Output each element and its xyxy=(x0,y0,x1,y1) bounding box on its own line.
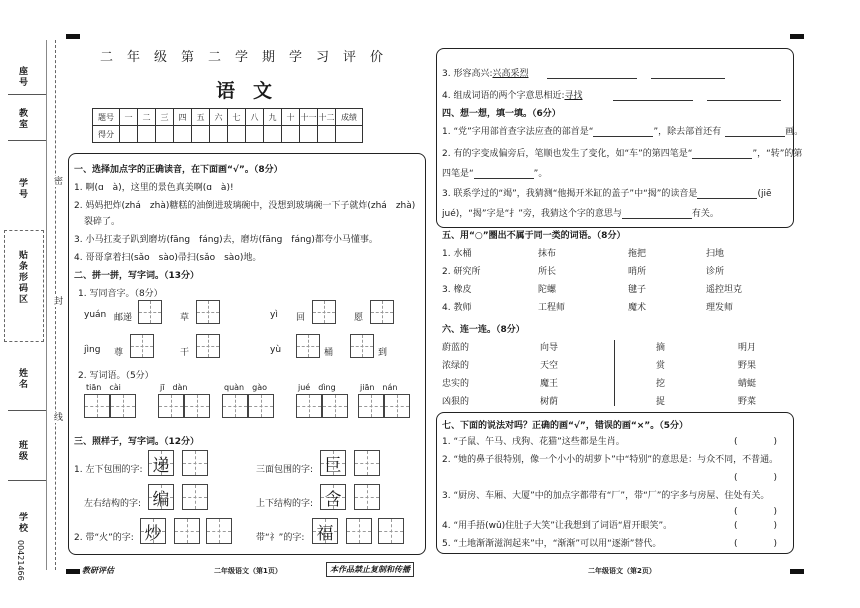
s3-question-1b: 三面包围的字: xyxy=(256,465,314,475)
s7-statement: 3. “厨房、车厢、大厦”中的加点字都带有“厂”，带“厂”的字多与房屋、住处有关。 xyxy=(442,491,770,501)
s5-word[interactable]: 工程师 xyxy=(538,303,566,313)
r3-label: 3. 形容高兴: xyxy=(442,69,493,79)
s4-question-3 xyxy=(442,186,772,199)
score-header-cell: 题号 xyxy=(93,109,120,126)
section-6-heading: 六、连一连。（8分） xyxy=(442,325,525,335)
pinyin-yuan: yuán xyxy=(84,310,107,320)
write-grid[interactable] xyxy=(346,518,372,544)
score-cell[interactable] xyxy=(192,126,210,143)
score-cell[interactable] xyxy=(228,126,246,143)
s4-q3a: 3. 联系学过的“竭”，我猜测“他揭开米缸的盖子”中“揭”的读音是 xyxy=(442,189,698,199)
s6-match-word[interactable]: 野果 xyxy=(738,361,757,371)
s5-word[interactable]: 遥控坦克 xyxy=(706,285,743,295)
s4-question-3c xyxy=(442,206,719,219)
write-grid[interactable] xyxy=(312,300,336,324)
score-header-cell: 十二 xyxy=(318,109,336,126)
s7-answer-paren[interactable]: ( ) xyxy=(734,539,778,549)
write-grid[interactable] xyxy=(174,518,200,544)
write-grid[interactable] xyxy=(84,394,110,418)
s2-sub-2: 2. 写词语。（5分） xyxy=(78,371,154,381)
word-youdi: 邮递 xyxy=(114,313,133,323)
example-char-chao: 炒 xyxy=(144,523,162,544)
s1-question-4: 4. 哥哥拿着扫(sǎo sào)帚扫(sǎo sào)地。 xyxy=(74,253,262,263)
s3-question-1c: 左右结构的字: xyxy=(84,499,142,509)
score-label: 得分 xyxy=(93,126,120,143)
pinyin-jing: jìng xyxy=(84,345,101,355)
s5-word[interactable]: 抹布 xyxy=(538,249,557,259)
s6-match-word[interactable]: 野菜 xyxy=(738,397,757,407)
s1-question-2b: 裂碎了。 xyxy=(84,217,121,227)
words-pinyin-1: tiān cài xyxy=(86,383,121,392)
footer-brand: 教研评估 xyxy=(82,566,114,575)
section-1-heading: 一、选择加点字的正确读音，在下面画“√”。（8分） xyxy=(74,165,283,175)
s3-question-2b: 带“礻”的字: xyxy=(256,533,305,543)
section-7-heading: 七、下面的说法对吗？正确的画“√”，错误的画“×”。（5分） xyxy=(442,421,688,431)
footer-page-2: 二年级语文（第2页） xyxy=(588,567,656,575)
words-pinyin-2: jī dàn xyxy=(160,383,188,392)
example-char-grid xyxy=(320,484,346,510)
word-cao: 草 xyxy=(180,313,190,323)
score-cell[interactable] xyxy=(264,126,282,143)
binding-student-no: 学号 xyxy=(17,178,27,200)
s6-match-word[interactable]: 摘 xyxy=(656,343,666,353)
s4-q1a: 1. “党”字用部首查字法应查的部首是“ xyxy=(442,127,594,137)
example-char-grid xyxy=(148,450,174,476)
r-question-4 xyxy=(442,88,781,101)
r-question-3 xyxy=(442,66,725,79)
write-grid[interactable] xyxy=(182,450,208,476)
s4-q3b: (jiē xyxy=(757,189,772,199)
s4-q3c: jué)，“揭”字是“扌”旁，我猜这个字的意思与 xyxy=(442,209,622,219)
s6-divider xyxy=(614,340,615,406)
s6-match-word[interactable]: 捉 xyxy=(656,397,666,407)
s4-q2c: 四笔是“ xyxy=(442,169,474,179)
s5-word[interactable]: 拖把 xyxy=(628,249,647,259)
example-char-ju: 巨 xyxy=(324,455,342,476)
score-cell[interactable] xyxy=(174,126,192,143)
score-cell[interactable] xyxy=(318,126,336,143)
example-char-fu: 福 xyxy=(316,523,334,544)
write-grid[interactable] xyxy=(196,334,220,358)
s1-question-1: 1. 啊(ɑ à)，这里的景色真美啊(ɑ à)! xyxy=(74,183,234,193)
words-pinyin-5: jiān nán xyxy=(360,383,398,392)
write-grid[interactable] xyxy=(138,300,162,324)
write-grid[interactable] xyxy=(296,334,320,358)
s5-word[interactable]: 诊所 xyxy=(706,267,725,277)
pinyin-yu: yù xyxy=(270,345,282,355)
s3-question-1d: 上下结构的字: xyxy=(256,499,314,509)
s6-match-word[interactable]: 挖 xyxy=(656,379,666,389)
s6-match-word[interactable]: 树荫 xyxy=(540,397,559,407)
score-cell[interactable] xyxy=(246,126,264,143)
s4-q2b: ”，“转”的第 xyxy=(752,149,803,159)
write-grid[interactable] xyxy=(354,484,380,510)
score-header-cell: 七 xyxy=(228,109,246,126)
score-header-cell: 二 xyxy=(138,109,156,126)
s4-question-2c xyxy=(442,166,547,179)
s4-question-2 xyxy=(442,146,802,159)
write-grid[interactable] xyxy=(248,394,274,418)
score-header-cell: 一 xyxy=(120,109,138,126)
s4-q1b: ”，除去部首还有 xyxy=(653,127,722,137)
binding-name: 姓名 xyxy=(17,368,27,390)
s5-word[interactable]: 理发师 xyxy=(706,303,734,313)
write-grid[interactable] xyxy=(222,394,248,418)
score-header-cell: 三 xyxy=(156,109,174,126)
footer-page-1: 二年级语文（第1页） xyxy=(214,567,282,575)
write-grid[interactable] xyxy=(296,394,322,418)
example-char-grid xyxy=(140,518,166,544)
s6-match-word[interactable]: 凶狠的 xyxy=(442,397,470,407)
example-char-han: 含 xyxy=(324,489,342,510)
words-pinyin-4: jué dìng xyxy=(298,383,336,392)
binding-class: 班级 xyxy=(17,440,27,462)
exam-subject: 语文 xyxy=(216,80,291,102)
s7-statement: 1. “子鼠、午马、戌狗、花猫”这些都是生肖。 xyxy=(442,437,625,447)
binding-school: 学校 xyxy=(17,512,27,534)
word-zun: 尊 xyxy=(114,348,124,358)
s4-q2a: 2. 有的字变成偏旁后，笔顺也发生了变化，如“车”的第四笔是“ xyxy=(442,149,693,159)
footer-copyright-stamp: 本作品禁止复制和传播 xyxy=(326,562,414,577)
write-grid[interactable] xyxy=(322,394,348,418)
binding-seat: 座号 xyxy=(17,66,27,88)
s6-match-word[interactable]: 天空 xyxy=(540,361,559,371)
registration-mark-bottom-right xyxy=(790,569,804,574)
r4-label: 4. 组成词语的两个字意思相近: xyxy=(442,91,565,101)
s5-word[interactable]: 1. 水桶 xyxy=(442,249,472,259)
write-grid[interactable] xyxy=(158,394,184,418)
score-cell[interactable] xyxy=(210,126,228,143)
s7-statement: 4. “用手捂(wǔ)住肚子大笑”让我想到了词语“眉开眼笑”。 xyxy=(442,521,673,531)
s6-match-word[interactable]: 忠实的 xyxy=(442,379,470,389)
s6-match-word[interactable]: 明月 xyxy=(738,343,757,353)
s7-statement: 5. “土地渐渐滋润起来”中，“渐渐”可以用“逐渐”替代。 xyxy=(442,539,662,549)
s5-word[interactable]: 毽子 xyxy=(628,285,647,295)
section-5-heading: 五、用“○”圈出不属于同一类的词语。（8分） xyxy=(442,231,626,241)
section-4-heading: 四、想一想，填一填。（6分） xyxy=(442,109,561,119)
write-grid[interactable] xyxy=(182,484,208,510)
example-char-grid xyxy=(148,484,174,510)
s3-question-1: 1. 左下包围的字: xyxy=(74,465,143,475)
pinyin-yi: yì xyxy=(270,310,278,320)
score-cell[interactable] xyxy=(138,126,156,143)
s7-answer-paren[interactable]: ( ) xyxy=(734,437,778,447)
write-grid[interactable] xyxy=(384,394,410,418)
s7-answer-paren[interactable]: ( ) xyxy=(734,507,778,517)
s5-word[interactable]: 所长 xyxy=(538,267,557,277)
write-grid[interactable] xyxy=(206,518,232,544)
s5-word[interactable]: 魔术 xyxy=(628,303,647,313)
registration-mark-top-left xyxy=(66,34,80,39)
s5-word[interactable]: 哨所 xyxy=(628,267,647,277)
example-char-grid xyxy=(312,518,338,544)
word-gan: 干 xyxy=(180,348,190,358)
score-header-cell: 五 xyxy=(192,109,210,126)
write-grid[interactable] xyxy=(130,334,154,358)
s6-match-word[interactable]: 向导 xyxy=(540,343,559,353)
s4-q2d: ”。 xyxy=(533,169,548,179)
write-grid[interactable] xyxy=(370,300,394,324)
s6-match-word[interactable]: 蜻蜓 xyxy=(738,379,757,389)
s6-match-word[interactable]: 魔王 xyxy=(540,379,559,389)
s7-statement: 2. “她的鼻子很特别，像一个小小的胡萝卜”中“特别”的意思是：与众不同，不普通。 xyxy=(442,455,779,465)
example-char-bian: 编 xyxy=(152,489,170,510)
registration-mark-bottom-left xyxy=(66,569,80,574)
s7-answer-paren[interactable]: ( ) xyxy=(734,473,778,483)
s7-answer-paren[interactable]: ( ) xyxy=(734,521,778,531)
word-yuan: 愿 xyxy=(354,313,364,323)
s4-q1c: 画。 xyxy=(785,127,804,137)
score-cell[interactable] xyxy=(300,126,318,143)
score-header-cell: 六 xyxy=(210,109,228,126)
exam-title: 二年级第二学期学习评价 xyxy=(100,50,398,65)
r4-answer: 寻找 xyxy=(564,91,583,101)
words-pinyin-3: quàn gào xyxy=(224,383,267,392)
registration-mark-top-right xyxy=(790,34,804,39)
s5-word[interactable]: 陀螺 xyxy=(538,285,557,295)
example-char-grid xyxy=(320,450,346,476)
s6-match-word[interactable]: 浓绿的 xyxy=(442,361,470,371)
score-header-cell: 八 xyxy=(246,109,264,126)
section-3-heading: 三、照样子，写字词。（12分） xyxy=(74,437,200,447)
score-cell[interactable] xyxy=(282,126,300,143)
score-header-cell: 十 xyxy=(282,109,300,126)
score-header-cell: 九 xyxy=(264,109,282,126)
binding-mark: 密 xyxy=(52,176,62,187)
write-grid[interactable] xyxy=(184,394,210,418)
binding-seal: 封 xyxy=(52,296,62,307)
r3-answer: 兴高采烈 xyxy=(492,69,529,79)
s1-question-3: 3. 小马扛麦子趴到磨坊(fāng fáng)去，磨坊(fāng fáng)都夸小马懂事。 xyxy=(74,235,378,245)
s5-word[interactable]: 4. 教师 xyxy=(442,303,472,313)
s5-word[interactable]: 2. 研究所 xyxy=(442,267,481,277)
binding-code: 00421466 xyxy=(16,540,25,581)
write-grid[interactable] xyxy=(196,300,220,324)
s2-sub-1: 1. 写同音字。（8分） xyxy=(78,289,163,299)
section-2-heading: 二、拼一拼，写字词。（13分） xyxy=(74,271,200,281)
s3-question-2: 2. 带“火”的字: xyxy=(74,533,134,543)
score-header-cell: 成绩 xyxy=(336,109,363,126)
s5-word[interactable]: 3. 橡皮 xyxy=(442,285,472,295)
score-header-cell: 十一 xyxy=(300,109,318,126)
write-grid[interactable] xyxy=(110,394,136,418)
binding-room: 教室 xyxy=(17,108,27,130)
s6-match-word[interactable]: 赏 xyxy=(656,361,666,371)
s4-question-1 xyxy=(442,124,803,137)
score-table xyxy=(92,108,363,143)
write-grid[interactable] xyxy=(350,334,374,358)
s5-word[interactable]: 扫地 xyxy=(706,249,725,259)
example-char-di: 递 xyxy=(152,455,170,476)
s6-match-word[interactable]: 蔚蓝的 xyxy=(442,343,470,353)
binding-line: 线 xyxy=(52,412,62,423)
score-cell[interactable] xyxy=(336,126,363,143)
word-tong: 桶 xyxy=(324,348,334,358)
word-dao: 到 xyxy=(378,348,388,358)
write-grid[interactable] xyxy=(354,450,380,476)
binding-barcode: 贴条形码区 xyxy=(17,250,27,305)
write-grid[interactable] xyxy=(378,518,404,544)
score-header-cell: 四 xyxy=(174,109,192,126)
write-grid[interactable] xyxy=(358,394,384,418)
score-cell[interactable] xyxy=(156,126,174,143)
word-hui: 回 xyxy=(296,313,306,323)
s4-q3d: 有关。 xyxy=(691,209,719,219)
score-cell[interactable] xyxy=(120,126,138,143)
s1-question-2a: 2. 妈妈把炸(zhá zhà)糖糕的油倒进玻璃碗中，没想到玻璃碗一下子就炸(zhá zhà) xyxy=(74,201,416,211)
